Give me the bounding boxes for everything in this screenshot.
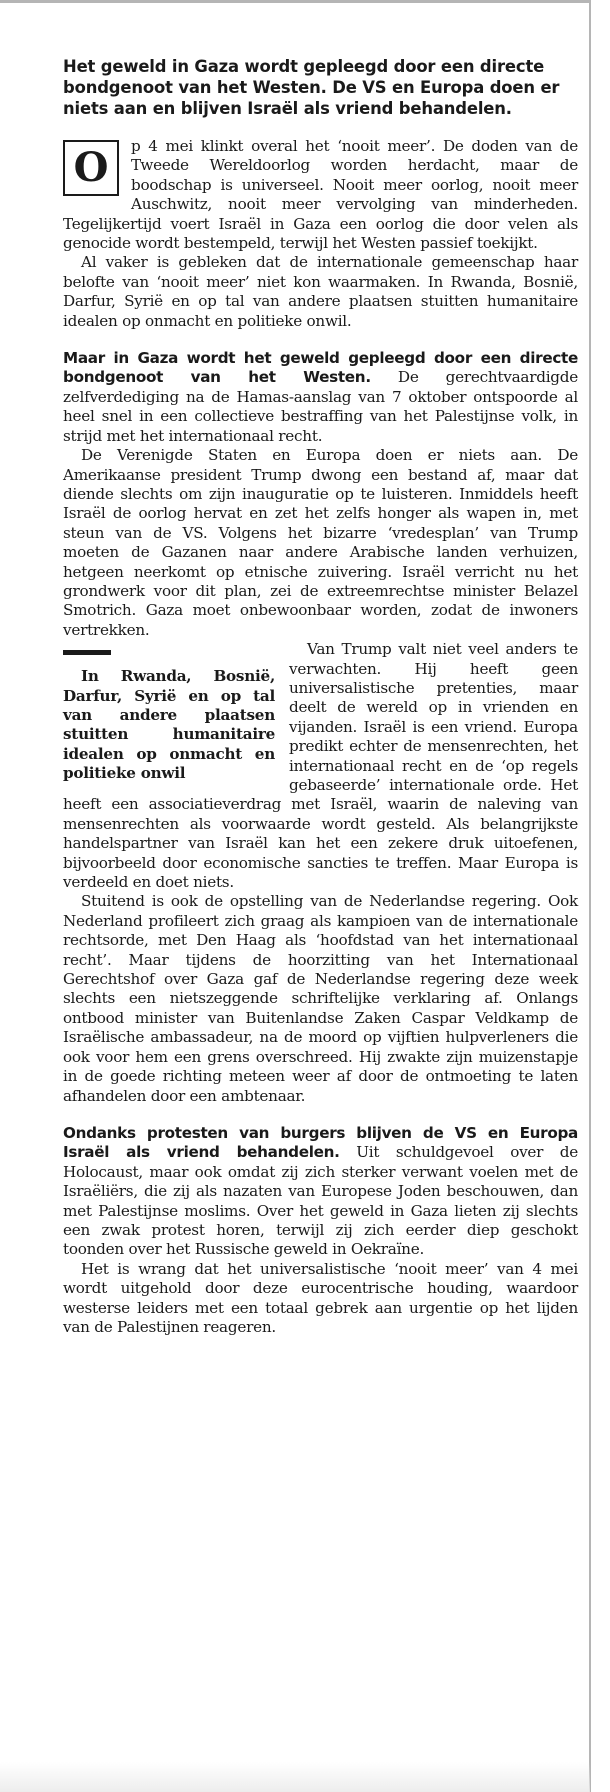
bottom-fade xyxy=(0,1762,590,1792)
paragraph-3-text: De gerechtvaardigde zelfverdediging na de Hamas-aanslag van 7 oktober ontspoorde al heel snel in een collectieve bestraffing van het Palestijnse volk, in strijd met het internationaal recht. xyxy=(63,368,578,445)
section-gap xyxy=(63,331,578,349)
section-gap xyxy=(63,1106,578,1124)
paragraph-7-lead: Ondanks protesten van burgers blijven de VS en Europa Israël als vriend behandelen. xyxy=(63,1123,578,1162)
paragraph-8: Het is wrang dat het universalistische ‘nooit meer’ van 4 mei wordt uitgehold door deze eurocentrische houding, waardoor westerse leiders met een totaal gebrek aan urgentie op het lijden van de Palestijnen reageren. xyxy=(63,1259,578,1336)
pull-quote-bar xyxy=(63,650,111,655)
paragraph-7 xyxy=(63,1124,578,1260)
top-border xyxy=(0,0,590,3)
paragraph-3-lead: Maar in Gaza wordt het geweld gepleegd door een directe bondgenoot van het Westen. xyxy=(63,349,578,387)
pull-quote xyxy=(63,644,275,783)
paragraph-3 xyxy=(63,349,578,446)
paragraph-2: Al vaker is gebleken dat de internationale gemeenschap haar belofte van ‘nooit meer’ niet kon waarmaken. In Rwanda, Bosnië, Darfur, Syrië en op tal van andere plaatsen stuitten humanitaire idealen op onmacht en politieke onwil. xyxy=(63,253,578,330)
drop-cap: O xyxy=(63,140,119,196)
paragraph-1: p 4 mei klinkt overal het ‘nooit meer’. De doden van de Tweede Wereldoorlog worden herdacht, maar de boodschap is universeel. Nooit meer oorlog, nooit meer Auschwitz, nooit meer vervolging van minderheden. Tegelijkertijd voert Israël in Gaza een oorlog die door velen als genocide wordt bestempeld, terwijl het Westen passief toekijkt. xyxy=(63,137,578,253)
paragraph-5: Van Trump valt niet veel anders te verwachten. Hij heeft geen universalistische pretenties, maar deelt de wereld op in vrienden en vijanden. Israël is een vriend. Europa predikt echter de mensenrechten, het internationaal recht en de ‘op regels gebaseerde’ internationale orde. Het heeft een associatieverdrag met Israël, waarin de naleving van mensenrechten als voorwaarde wordt gesteld. Als belangrijkste handelspartner van Israël kan het een zekere druk uitoefenen, bijvoorbeeld door economische sancties te treffen. Maar Europa is verdeeld en doet niets. xyxy=(63,640,578,892)
article-intro: Het geweld in Gaza wordt gepleegd door een directe bondgenoot van het Westen. De VS en Europa doen er niets aan en blijven Israël als vriend behandelen. xyxy=(63,57,560,118)
article xyxy=(63,56,578,1337)
paragraph-4-text: De Verenigde Staten en Europa doen er niets aan. De Amerikaanse president Trump dwong een bestand af, maar dat diende slechts om zijn inauguratie op te luisteren. Inmiddels heeft Israël de oorlog hervat en zet het zelfs honger als wapen in, met steun van de VS. Volgens het bizarre ‘vredesplan’ van Trump moeten de Gazanen naar andere Arabische landen verhuizen, hetgeen neerkomt op etnische zuivering. Israël verricht nu het grondwerk voor dit plan, zei de extreemrechtse minister Belazel Smotrich. Gaza moet onbewoonbaar worden, zodat de inwoners vertrekken. xyxy=(63,446,578,639)
paragraph-6: Stuitend is ook de opstelling van de Nederlandse regering. Ook Nederland profileert zich graag als kampioen van de internationale rechtsorde, met Den Haag als ‘hoofdstad van het internationaal recht’. Maar tijdens de hoorzitting van het Internationaal Gerechtshof over Gaza gaf de Nederlandse regering deze week slechts een nietszeggende schriftelijke verklaring af. Onlangs ontbood minister van Buitenlandse Zaken Caspar Veldkamp de Israëlische ambassadeur, na de moord op vijftien hulpverleners die ook voor hem een grens overschreed. Hij zwakte zijn muizenstapje in de goede richting meteen weer af door de ontmoeting te laten afhandelen door een ambtenaar. xyxy=(63,892,578,1105)
column-border xyxy=(589,0,591,1792)
article-body xyxy=(63,137,578,1337)
paragraph-7-text: Uit schuldgevoel over de Holocaust, maar ook omdat zij zich sterker verwant voelen met de Israëliërs, die zij als nazaten van Europese Joden beschouwen, dan met Palestijnse moslims. Over het geweld in Gaza lieten zij slechts een zwak protest horen, terwijl zij zich eerder diep geschokt toonden over het Russische geweld in Oekraïne. xyxy=(63,1143,578,1259)
pull-quote-text: In Rwanda, Bosnië, Darfur, Syrië en op tal van andere plaatsen stuitten humanitaire idealen op onmacht en politieke onwil xyxy=(63,667,275,783)
paragraph-4-start xyxy=(63,446,578,640)
